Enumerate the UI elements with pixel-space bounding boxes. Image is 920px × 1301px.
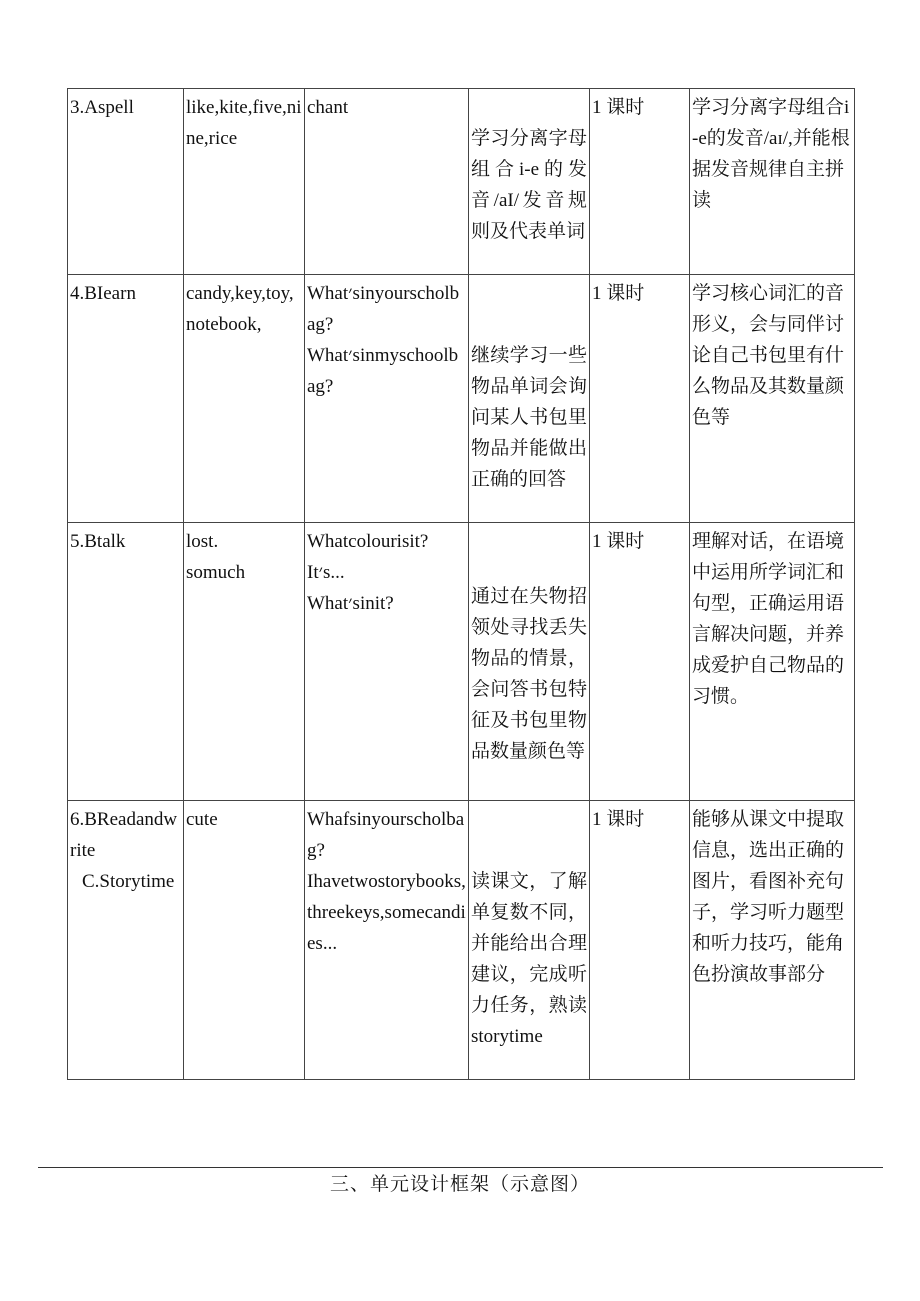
table-row (68, 523, 855, 801)
goal-cell: 学习分离字母组合i-e的发音/aI/发音规则及代表单词 (469, 89, 590, 275)
table-row (68, 275, 855, 523)
goal-cell: 通过在失物招领处寻找丢失物品的情景，会问答书包特征及书包里物品数量颜色等 (469, 523, 590, 801)
objective-cell: 能够从课文中提取信息，选出正确的图片，看图补充句子，学习听力题型和听力技巧，能角色扮演故事部分 (690, 801, 855, 1080)
vocabulary-cell: candy,key,toy,notebook, (184, 275, 305, 523)
sentences-cell: Whafsinyourscholbag? Ihavetwostorybooks,threekeys,somecandies... (305, 801, 469, 1080)
sentences-cell: chant (305, 89, 469, 275)
lesson-plan-table (67, 88, 855, 1080)
period-cell: 1 课时 (590, 275, 690, 523)
table-row (68, 89, 855, 275)
vocabulary-cell: cute (184, 801, 305, 1080)
section-cell: 4.BIearn (68, 275, 184, 523)
objective-cell: 学习核心词汇的音形义，会与同伴讨论自己书包里有什么物品及其数量颜色等 (690, 275, 855, 523)
sentences-cell: Whatcolourisit? It׳s... What׳sinit? (305, 523, 469, 801)
section-cell: 5.Btalk (68, 523, 184, 801)
goal-cell: 读课文，了解单复数不同，并能给出合理建议，完成听力任务，熟读storytime (469, 801, 590, 1080)
objective-cell: 学习分离字母组合i-e的发音/aɪ/,并能根据发音规律自主拼读 (690, 89, 855, 275)
vocabulary-cell: lost. somuch (184, 523, 305, 801)
goal-cell: 继续学习一些物品单词会询问某人书包里物品并能做出正确的回答 (469, 275, 590, 523)
section-cell: 3.Aspell (68, 89, 184, 275)
sentences-cell: What׳sinyourscholbag? What׳sinmyschoolbag? (305, 275, 469, 523)
section-divider (38, 1167, 883, 1168)
section-heading: 三、单元设计框架（示意图） (329, 1174, 590, 1195)
section-cell: 6.BReadandwrite C.Storytime (68, 801, 184, 1080)
period-cell: 1 课时 (590, 89, 690, 275)
period-cell: 1 课时 (590, 523, 690, 801)
objective-cell: 理解对话，在语境中运用所学词汇和句型，正确运用语言解决问题，并养成爱护自己物品的习惯。 (690, 523, 855, 801)
period-cell: 1 课时 (590, 801, 690, 1080)
vocabulary-cell: like,kite,five,nine,rice (184, 89, 305, 275)
table-row (68, 801, 855, 1080)
